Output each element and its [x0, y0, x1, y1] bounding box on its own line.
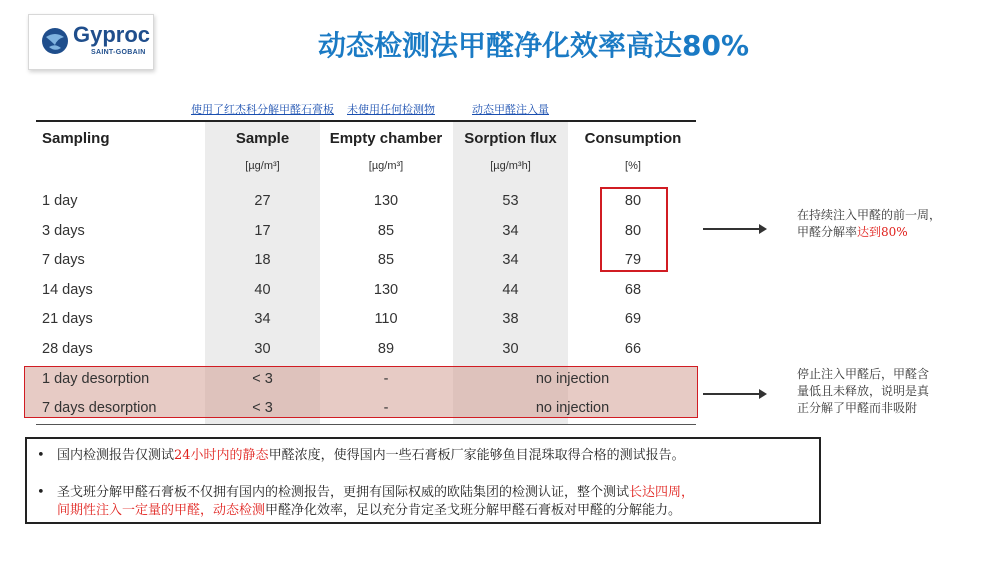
logo-subtitle: SAINT-GOBAIN	[91, 49, 146, 56]
cell-sample: 34	[254, 311, 271, 327]
globe-icon	[41, 27, 69, 55]
cell-sample: < 3	[252, 400, 273, 416]
cell-sampling: 7 days	[42, 252, 85, 268]
header-sorption-flux: Sorption flux	[464, 130, 557, 147]
cell-empty: -	[383, 400, 389, 416]
cell-sampling: 7 days desorption	[42, 400, 157, 416]
cell-sampling: 14 days	[42, 282, 93, 298]
cell-consumption: 68	[624, 282, 642, 298]
cell-empty: 130	[373, 282, 399, 298]
cell-sample: 30	[254, 341, 271, 357]
summary-box: • 国内检测报告仅测试24小时内的静态甲醛浓度，使得国内一些石膏板厂家能够鱼目混珠取得合格的测试报告。 • 圣戈班分解甲醛石膏板不仅拥有国内的检测报告，更拥有国际权威的欧陆集团的检测认证，整个测试长达四周， 间期性注入一定量的甲醛，动态检测甲醛净化效率，足以充分肯定圣戈班分解甲醛石膏板对甲醛的分解能力。	[25, 437, 821, 524]
page-title: 动态检测法甲醛净化效率高达80%	[318, 29, 750, 62]
note-first-week: 在持续注入甲醛的前一周， 甲醛分解率达到80%	[797, 208, 942, 239]
cell-injection: no injection	[535, 400, 610, 416]
cell-consumption: 79	[624, 252, 642, 268]
cell-flux: 38	[502, 311, 519, 327]
unit-sorption-flux: [µg/m³h]	[490, 160, 531, 172]
cell-sample: 17	[254, 223, 271, 239]
unit-sample: [µg/m³]	[245, 160, 280, 172]
cell-consumption: 66	[624, 341, 642, 357]
header-empty-chamber: Empty chamber	[329, 130, 443, 147]
cell-injection: no injection	[535, 371, 610, 387]
cell-sample: 27	[254, 193, 271, 209]
cell-flux: 30	[502, 341, 519, 357]
first-week-highlight	[600, 187, 668, 272]
unit-empty-chamber: [µg/m³]	[368, 160, 404, 172]
table-top-rule	[36, 120, 696, 122]
cell-flux: 34	[502, 252, 519, 268]
cell-consumption: 80	[624, 223, 642, 239]
note-desorption: 停止注入甲醛后，甲醛含 量低且未释放，说明是真 正分解了甲醛而非吸附	[797, 367, 930, 415]
cell-empty: 130	[373, 193, 399, 209]
arrow-right-icon	[703, 393, 765, 395]
cell-sample: < 3	[252, 371, 273, 387]
header-consumption: Consumption	[584, 130, 682, 147]
cell-sample: 40	[254, 282, 271, 298]
cell-sampling: 21 days	[42, 311, 93, 327]
header-sample: Sample	[235, 130, 290, 147]
cell-flux: 44	[502, 282, 519, 298]
cell-sampling: 1 day	[42, 193, 78, 209]
link-treated-board[interactable]: 使用了红杰科分解甲醛石膏板	[191, 103, 334, 116]
cell-empty: 85	[377, 223, 395, 239]
link-injection-amount[interactable]: 动态甲醛注入量	[472, 103, 549, 116]
cell-consumption: 69	[624, 311, 642, 327]
cell-empty: 85	[377, 252, 395, 268]
cell-sample: 18	[254, 252, 271, 268]
gyproc-logo	[28, 14, 154, 70]
cell-empty: 89	[377, 341, 395, 357]
link-empty-chamber[interactable]: 未使用任何检测物	[347, 103, 435, 116]
cell-consumption: 80	[624, 193, 642, 209]
cell-sampling: 28 days	[42, 341, 93, 357]
cell-sampling: 1 day desorption	[42, 371, 150, 387]
unit-consumption: [%]	[625, 160, 641, 172]
cell-flux: 53	[502, 193, 519, 209]
header-sampling: Sampling	[42, 130, 110, 147]
cell-empty: -	[383, 371, 389, 387]
table-bottom-rule	[36, 424, 696, 425]
arrow-right-icon	[703, 228, 765, 230]
cell-sampling: 3 days	[42, 223, 85, 239]
cell-empty: 110	[374, 311, 398, 327]
cell-flux: 34	[502, 223, 519, 239]
logo-name: Gyproc	[73, 22, 151, 47]
